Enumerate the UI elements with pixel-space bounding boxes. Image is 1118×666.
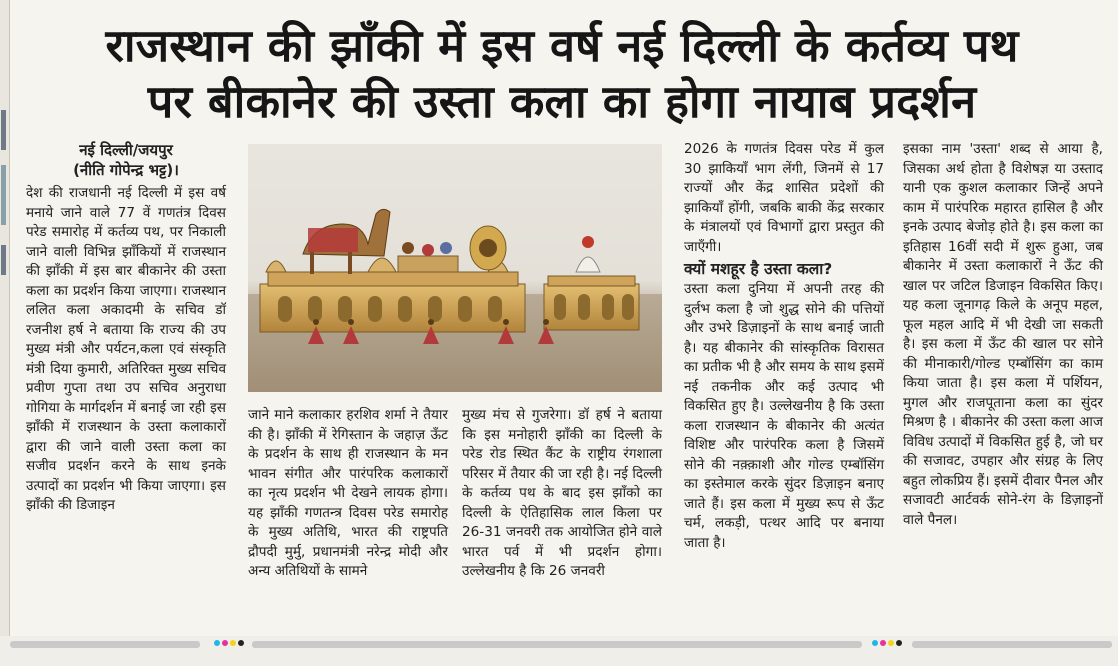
author-byline: (नीति गोपेन्द्र भट्ट)।: [73, 161, 179, 179]
footer-bar: [252, 641, 862, 648]
headline-line-1: राजस्थान की झाँकी में इस वर्ष नई दिल्ली के कर्तव्य पथ: [105, 19, 1019, 72]
adjacent-page-edge: [0, 0, 10, 666]
adjacent-page-fragment: [1, 165, 6, 225]
column-text: मुख्य मंच से गुजरेगा। डॉ हर्ष ने बताया कि इस मनोहारी झाँकी का दिल्ली के परेड रोड स्थित कैंट के राष्ट्रीय रंगशाला परिसर में तैयार की जा रही है। नई दिल्ली के कर्तव्य पथ के बाद इस झाँको का दिल्ली के ऐतिहासिक लाल किला पर 26-31 जनवरी तक आयोजित होने वाले भारत पर्व में भी प्रदर्शन होगा। उल्लेखनीय है कि 26 जनवरी: [462, 407, 662, 579]
column-text: जाने माने कलाकार हरशिव शर्मा ने तैयार की है। झाँकी में रेगिस्तान के जहाज़ ऊँट के प्रदर्शन के साथ ही राजस्थान के मन भावन संगीत और पारंपरिक कलाकारों का नृत्य प्रदर्शन भी देखने लायक होगा। यह झाँकी गणतन्त्र दिवस परेड समारोह के मुख्य अतिथि, भारत की राष्ट्रपति द्रौपदी मुर्मु, प्रधानमंत्री नरेन्द्र मोदी और अन्य अतिथियों के सामने: [248, 407, 448, 579]
registration-dot: [214, 640, 220, 646]
headline: [14, 18, 1110, 130]
headline-line-2: पर बीकानेर की उस्ता कला का होगा नायाब प्रदर्शन: [147, 75, 977, 128]
adjacent-page-fragment: [1, 245, 6, 275]
registration-dot: [230, 640, 236, 646]
registration-dot: [888, 640, 894, 646]
column-text: उस्ता कला दुनिया में अपनी तरह की दुर्लभ कला है जो शुद्ध सोने की पत्तियों और उभरे डिज़ाइनों के साथ बनाई जाती है। यह बीकानेर की सांस्कृतिक विरासत का प्रतीक भी है और समय के साथ इसमें नई तकनीक और कई उत्पाद भी विकसित हुए है। उल्लेखनीय है कि उस्ता कला राजस्थान के बीकानेर की अत्यंत विशिष्ट और पारंपरिक कला है जिसमें सोने की नक़्क़ाशी और गोल्ड एम्बॉसिंग का इस्तेमाल करके सुंदर डिज़ाइन बनाए जाते हैं। इस कला में मुख्य रूप से ऊँट चर्म, लकड़ी, पत्थर आदि पर बनाया जाता है।: [684, 281, 884, 551]
registration-dot: [872, 640, 878, 646]
tableau-model-illustration: [248, 144, 662, 392]
article-column-1: [26, 140, 226, 516]
article-column-3: [462, 406, 662, 582]
registration-dot: [238, 640, 244, 646]
dateline: नई दिल्ली/जयपुर: [79, 141, 173, 159]
footer-bar: [10, 641, 200, 648]
footer-bar: [912, 641, 1112, 648]
adjacent-page-fragment: [1, 110, 6, 150]
tableau-photo: [248, 144, 662, 392]
article-column-5: [903, 140, 1103, 530]
registration-dot: [880, 640, 886, 646]
article-column-2: [248, 406, 448, 582]
column-text: इसका नाम 'उस्ता' शब्द से आया है, जिसका अर्थ होता है विशेषज्ञ या उस्ताद यानी एक कुशल कलाकार जिन्हें अपने काम में पारंपरिक महारत हासिल है और इनके उत्पाद बेजोड़ होते है। इस कला का इतिहास 16वीं सदी में शुरू हुआ, जब बीकानेर में उस्ता कलाकारों ने ऊँट की खाल पर जटिल डिजाइन विकसित किए। यह कला जूनागढ़ किले के अनूप महल, फूल महल आदि में भी देखी जा सकती है। इस कला में ऊँट की खाल पर सोने की मीनाकारी/गोल्ड एम्बॉसिंग का काम किया जाता है। इस कला में पर्शियन, मुगल और राजपूताना कला का सुंदर मिश्रण है । बीकानेर की उस्ता कला आज विविध उत्पादों में विकसित हुई है, जो घर की सजावट, उपहार और संग्रह के लिए बहुत लोकप्रिय हैं। इसमें दीवार पैनल और सजावटी आर्टवर्क सोने-रंग के डिज़ाइनों वाले पैनल।: [903, 141, 1103, 528]
registration-dot: [896, 640, 902, 646]
subheading: क्यों मशहूर है उस्ता कला?: [684, 260, 833, 278]
column-text: देश की राजधानी नई दिल्ली में इस वर्ष मनाये जाने वाले 77 वें गणतंत्र दिवस परेड समारोह में कर्तव्य पथ, पर निकाली जाने वाली विभिन्न झाँकियों में राजस्थान की झाँकी में इस बार बीकानेर की उस्ता कला का प्रदर्शन किया जाएगा। राजस्थान ललित कला अकादमी के सचिव डॉ रजनीश हर्ष ने बताया कि राज्य की उप मुख्य मंत्री और पर्यटन,कला एवं संस्कृति मंत्री दिया कुमारी, अतिरिक्त मुख्य सचिव प्रवीण गुप्ता तथा उप सचिव अनुराधा गोगिया के मार्गदर्शन में बनाई जा रही इस झाँकी में राजस्थान के उस्ता कलाकारों द्वारा की जाने वाली उस्ता कला का सजीव प्रदर्शन करने के साथ इनके उत्पादों का प्रदर्शन भी किया जाएगा। इस झाँकी की डिजाइन: [26, 185, 226, 513]
column-text: 2026 के गणतंत्र दिवस परेड में कुल 30 झाकियाँ भाग लेंगी, जिनमें से 17 राज्यों और केंद्र शासित प्रदेशों की झाकियाँ होंगी, जबकि बाकी केंद्र सरकार के मंत्रालयों एवं विभागों द्वारा प्रस्तुत की जाएँगी।: [684, 141, 884, 255]
article-column-4: [684, 140, 884, 553]
registration-dot: [222, 640, 228, 646]
